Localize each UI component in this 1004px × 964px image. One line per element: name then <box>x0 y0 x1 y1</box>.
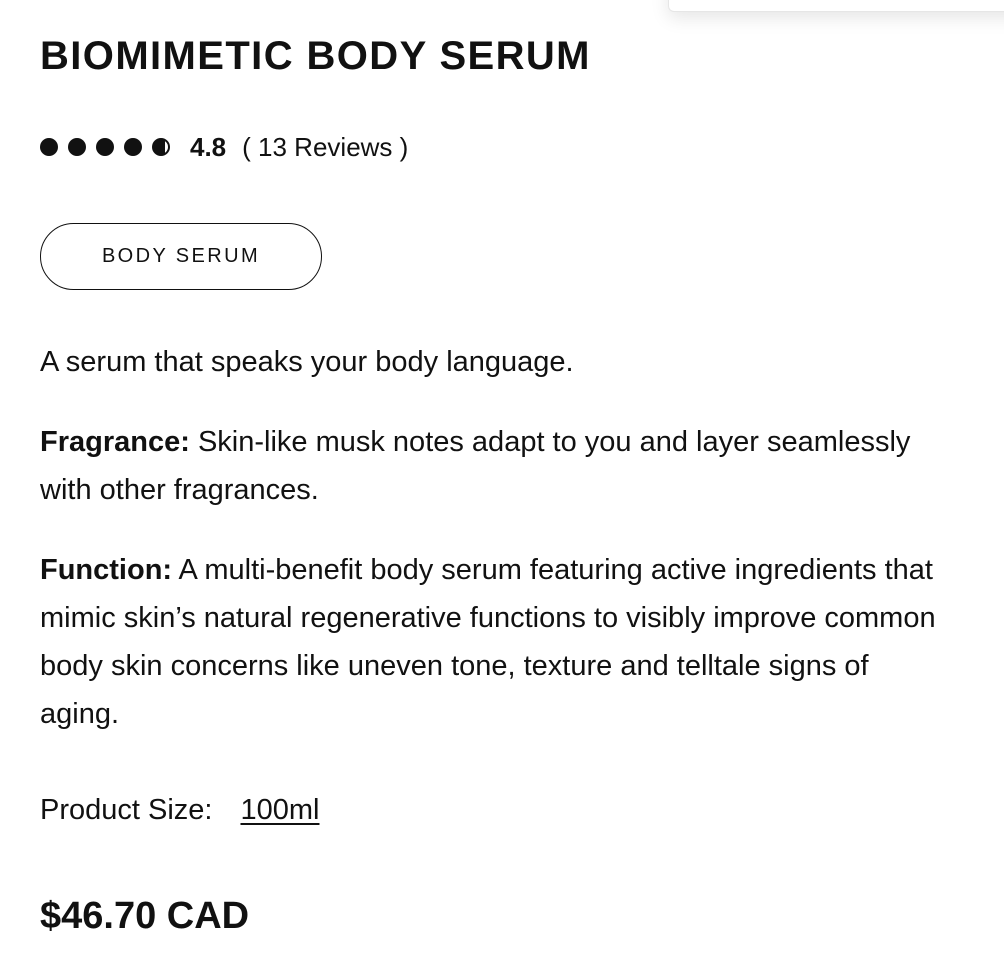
fragrance-text: Skin-like musk notes adapt to you and layer seamlessly with other fragrances. <box>40 426 911 506</box>
review-count-link[interactable]: ( 13 Reviews ) <box>242 131 409 162</box>
fragrance-description <box>40 418 940 514</box>
product-title: BIOMIMETIC BODY SERUM <box>40 34 591 78</box>
category-tag-button[interactable]: BODY SERUM <box>40 223 322 290</box>
function-description <box>40 546 940 738</box>
function-label: Function: <box>40 554 173 586</box>
dropdown-panel-edge <box>668 0 1004 12</box>
star-icon <box>68 138 86 156</box>
star-icon <box>124 138 142 156</box>
rating-value: 4.8 <box>190 131 227 162</box>
product-rating[interactable] <box>40 130 408 164</box>
fragrance-label: Fragrance: <box>40 426 190 458</box>
star-icon <box>96 138 114 156</box>
size-option-100ml[interactable]: 100ml <box>240 794 320 826</box>
product-size-label: Product Size: <box>40 794 213 826</box>
star-icon <box>40 138 58 156</box>
rating-stars <box>40 138 180 156</box>
star-partial-icon <box>152 138 170 156</box>
product-price: $46.70 CAD <box>40 895 250 937</box>
product-tagline: A serum that speaks your body language. <box>40 346 574 378</box>
function-text: A multi-benefit body serum featuring active ingredients that mimic skin’s natural regenerative functions to visibly improve common body skin concerns like uneven tone, texture and telltale signs of aging. <box>40 554 936 730</box>
product-size-selector <box>40 787 319 833</box>
